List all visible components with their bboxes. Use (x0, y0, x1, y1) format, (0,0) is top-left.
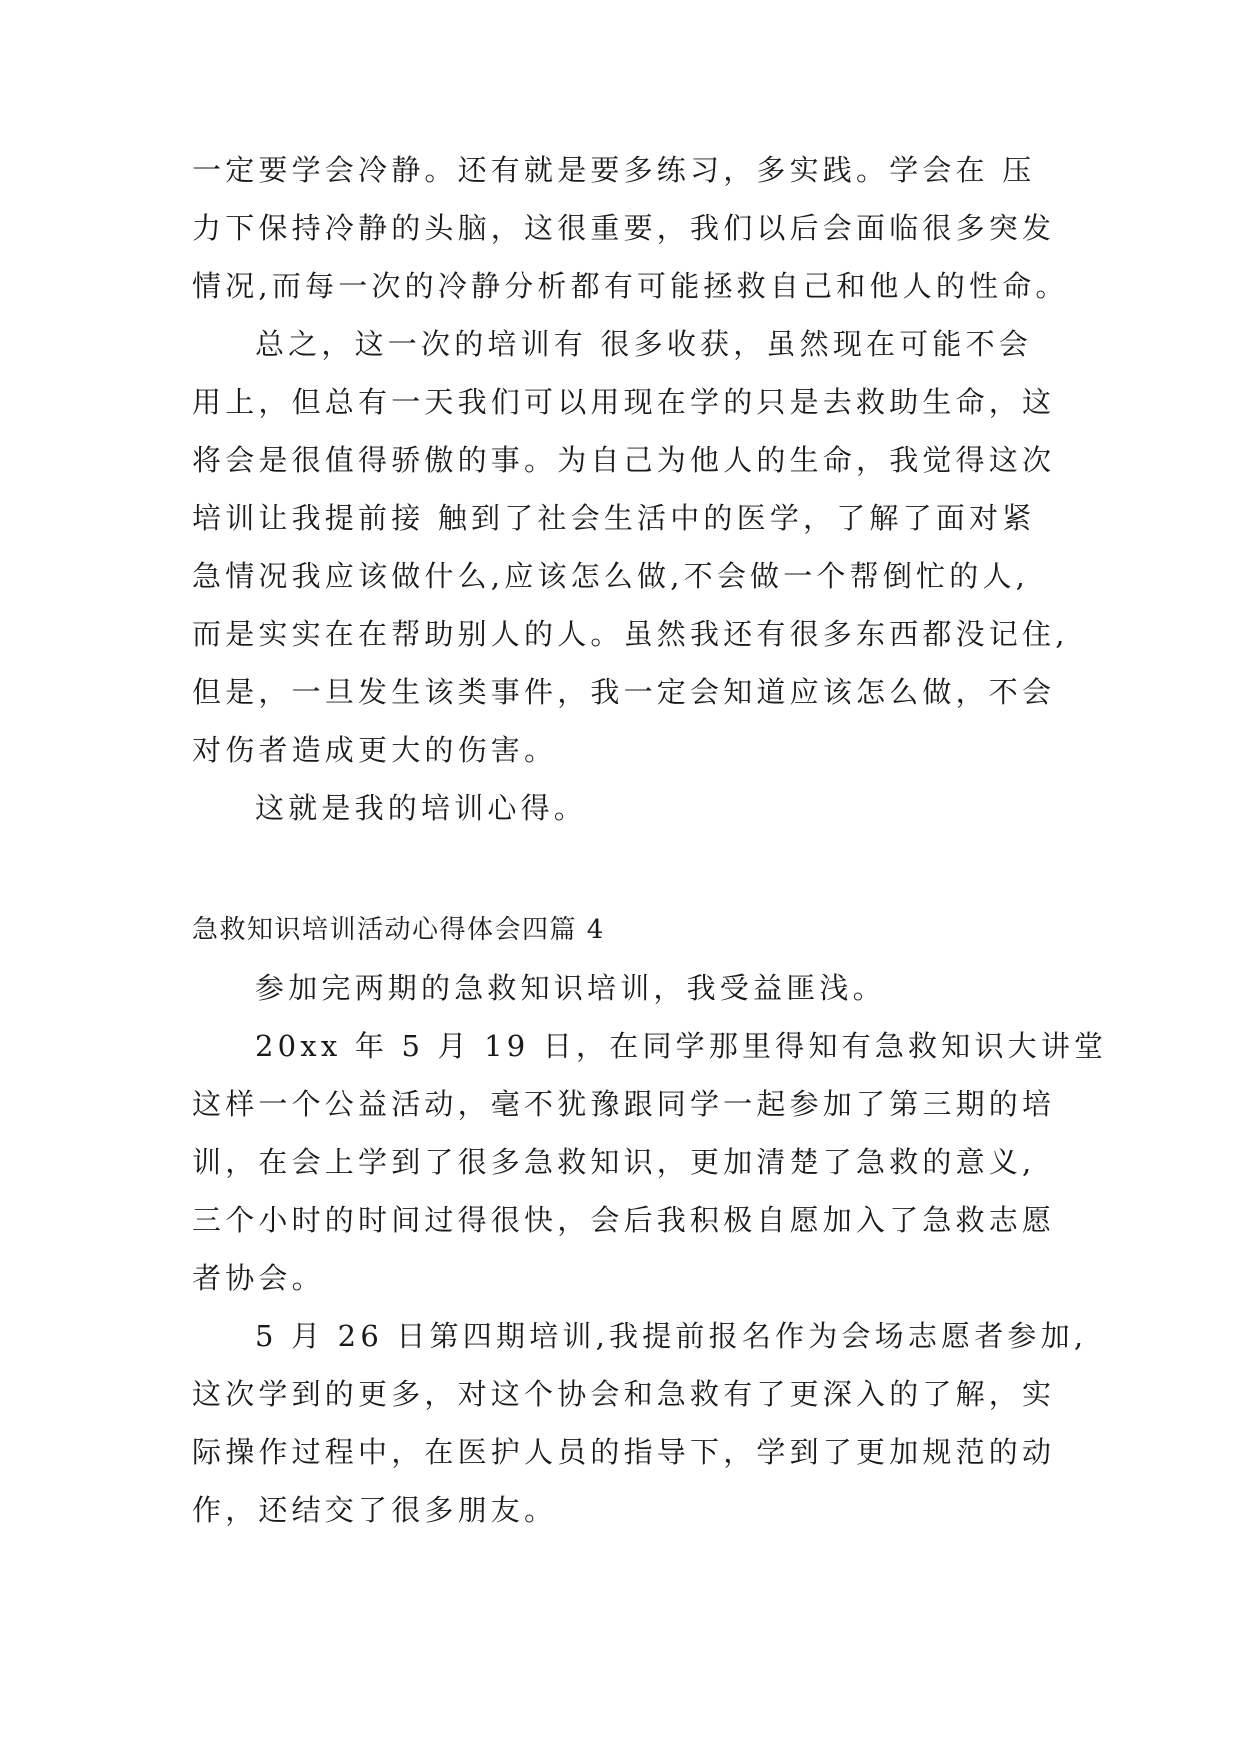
text-line: 者协会。 (192, 1261, 325, 1295)
text-line: 20xx 年 5 月 19 日，在同学那里得知有急救知识大讲堂 (255, 1029, 1108, 1063)
text-line: 而是实实在在帮助别人的人。虽然我还有很多东西都没记住, (192, 617, 1069, 651)
text-line: 但是，一旦发生该类事件，我一定会知道应该怎么做，不会 (192, 675, 1056, 709)
text-line: 5 月 26 日第四期培训,我提前报名作为会场志愿者参加, (255, 1319, 1088, 1353)
text-line: 对伤者造成更大的伤害。 (192, 733, 558, 767)
text-line: 力下保持冷静的头脑，这很重要，我们以后会面临很多突发 (192, 211, 1056, 245)
text-line: 这就是我的培训心得。 (255, 791, 588, 825)
text-line: 用上，但总有一天我们可以用现在学的只是去救助生命，这 (192, 385, 1056, 419)
text-line: 一定要学会冷静。还有就是要多练习，多实践。学会在 压 (192, 153, 1036, 187)
text-line: 急情况我应该做什么,应该怎么做,不会做一个帮倒忙的人, (192, 559, 1030, 593)
text-line: 这次学到的更多，对这个协会和急救有了更深入的了解，实 (192, 1377, 1056, 1411)
text-line: 培训让我提前接 触到了社会生活中的医学，了解了面对紧 (192, 501, 1036, 535)
text-line: 这样一个公益活动，毫不犹豫跟同学一起参加了第三期的培 (192, 1087, 1056, 1121)
text-line: 作，还结交了很多朋友。 (192, 1493, 558, 1527)
text-line: 训，在会上学到了很多急救知识，更加清楚了急救的意义, (192, 1145, 1036, 1179)
text-line: 三个小时的时间过得很快，会后我积极自愿加入了急救志愿 (192, 1203, 1056, 1237)
text-line: 将会是很值得骄傲的事。为自己为他人的生命，我觉得这次 (192, 443, 1056, 477)
text-line: 情况,而每一次的冷静分析都有可能拯救自己和他人的性命。 (192, 269, 1069, 303)
text-line: 际操作过程中，在医护人员的指导下，学到了更加规范的动 (192, 1435, 1056, 1469)
text-line: 总之，这一次的培训有 很多收获，虽然现在可能不会 (255, 327, 1033, 361)
section-heading: 急救知识培训活动心得体会四篇 4 (192, 915, 605, 945)
text-line: 参加完两期的急救知识培训，我受益匪浅。 (255, 971, 886, 1005)
